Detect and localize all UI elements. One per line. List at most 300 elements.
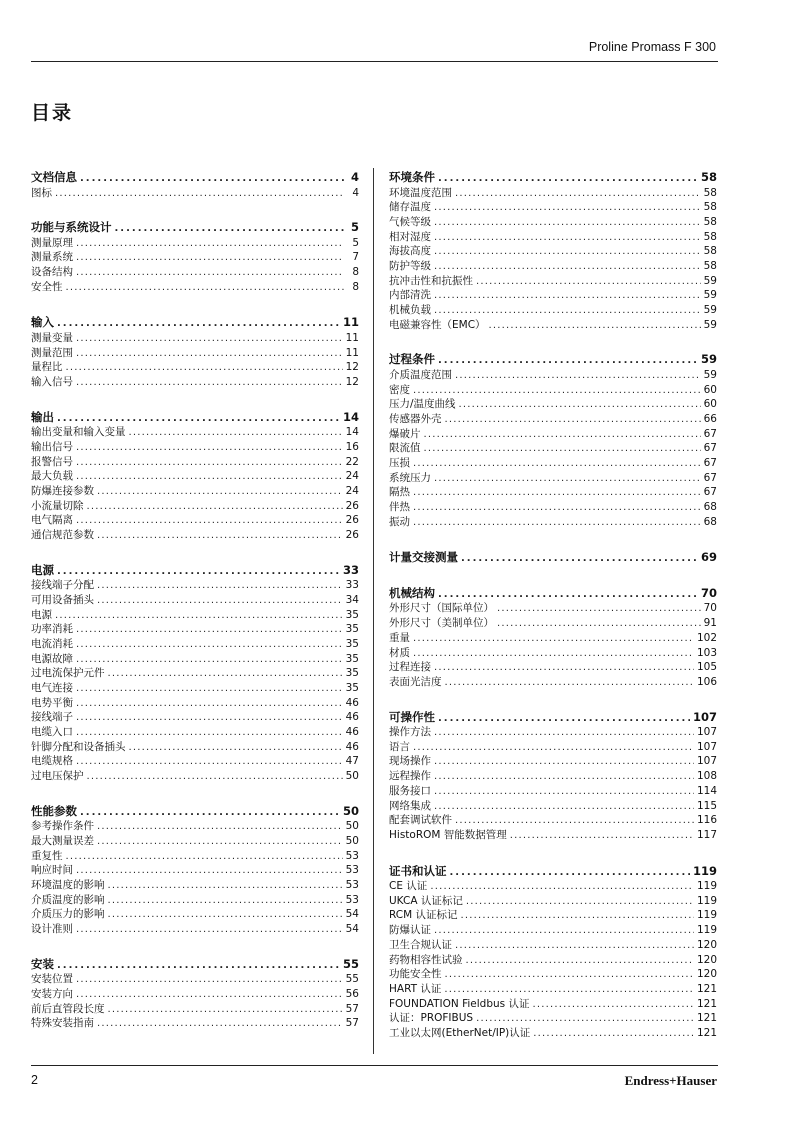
toc-entry[interactable] [389,318,717,333]
toc-entry-page: 107 [696,755,717,768]
toc-entry[interactable] [389,740,717,755]
toc-entry[interactable] [389,828,717,843]
dot-leader [76,711,343,725]
toc-entry[interactable] [31,849,359,864]
brand-name: Endress+Hauser [624,1073,717,1088]
dot-leader [97,1017,343,1031]
toc-entry[interactable] [31,265,359,280]
footer-divider [31,1065,718,1066]
toc-entry-page: 54 [345,908,359,921]
toc-entry-label: 爆破片 [389,427,421,440]
toc-entry-label: 防护等级 [389,259,431,272]
toc-entry[interactable] [389,938,717,953]
dot-leader [66,361,343,375]
dot-leader [434,245,701,259]
toc-entry-label: 测量系统 [31,251,73,264]
dot-leader [413,632,694,646]
dot-leader [438,171,698,186]
dot-leader [438,353,698,368]
toc-entry[interactable] [389,259,717,274]
dot-leader [434,726,694,740]
toc-entry-label: 外形尺寸（美制单位） [389,617,494,630]
toc-entry[interactable] [31,425,359,440]
toc-entry-page: 53 [345,879,359,892]
toc-entry[interactable] [31,819,359,834]
dot-leader [76,864,343,878]
dot-leader [532,998,694,1012]
toc-entry[interactable] [389,1011,717,1026]
dot-leader [55,187,344,201]
toc-entry-label: 电磁兼容性（EMC） [389,318,486,331]
toc-section-heading[interactable] [389,864,717,880]
toc-entry-page: 121 [696,997,717,1010]
toc-entry[interactable] [31,280,359,295]
toc-section [389,550,717,566]
dot-leader [57,564,340,579]
toc-section-heading[interactable] [31,170,359,186]
dot-leader [80,805,340,820]
toc-section-heading[interactable] [31,220,359,236]
toc-entry[interactable] [389,230,717,245]
toc-entry-label: 测量范围 [31,346,73,359]
toc-section-heading[interactable] [389,550,717,566]
toc-entry[interactable] [31,1016,359,1031]
dot-leader [413,457,701,471]
toc-entry-page: 46 [345,711,359,724]
toc-entry[interactable] [389,879,717,894]
dot-leader [434,661,694,675]
toc-entry-page: 67 [703,442,717,455]
toc-entry[interactable] [389,923,717,938]
toc-entry-label: CE 认证 [389,880,428,893]
toc-entry-page: 107 [696,726,717,739]
toc-entry-page: 57 [345,1002,359,1015]
toc-section [389,864,717,1041]
dot-leader [434,289,701,303]
toc-entry-page: 119 [696,880,717,893]
toc-entry-page: 121 [696,1012,717,1025]
toc-section-title: 输出 [31,409,54,424]
toc-section-page: 14 [342,409,359,424]
toc-entry-label: 介质温度的影响 [31,893,105,906]
toc-entry[interactable] [389,997,717,1012]
toc-section-heading[interactable] [389,710,717,726]
toc-left-column [31,170,359,1031]
toc-entry-page: 120 [696,938,717,951]
toc-entry-label: 抗冲击性和抗振性 [389,274,473,287]
toc-entry-page: 102 [696,631,717,644]
toc-entry-label: 针脚分配和设备插头 [31,740,126,753]
toc-entry-page: 26 [345,529,359,541]
toc-entry-label: 工业以太网(EtherNet/IP)认证 [389,1026,531,1039]
toc-entry-page: 117 [696,828,717,841]
toc-entry-label: 外形尺寸（国际单位） [389,602,494,615]
toc-entry-page: 58 [703,259,717,272]
toc-entry-page: 12 [345,376,359,388]
toc-entry[interactable] [31,922,359,937]
dot-leader [434,924,694,938]
toc-entry-label: 配套调试软件 [389,814,452,827]
toc-entry[interactable] [31,1002,359,1017]
toc-entry-label: 卫生合规认证 [389,938,452,951]
toc-entry-label: RCM 认证标记 [389,909,458,922]
toc-entry[interactable] [389,471,717,486]
dot-leader [66,850,343,864]
toc-entry-label: 输入信号 [31,376,73,388]
toc-entry-page: 47 [345,755,359,768]
toc-entry-label: 输出信号 [31,440,73,453]
toc-entry-label: 安全性 [31,280,63,293]
toc-entry[interactable] [389,288,717,303]
toc-entry-label: 语言 [389,740,410,753]
toc-entry[interactable] [31,863,359,878]
toc-entry[interactable] [31,907,359,922]
dot-leader [76,456,343,470]
toc-entry[interactable] [31,528,359,543]
dot-leader [87,500,343,514]
dot-leader [413,486,701,500]
dot-leader [57,411,340,426]
toc-section-title: 输入 [31,315,54,330]
toc-entry-page: 58 [703,201,717,214]
toc-entry-page: 50 [345,835,359,847]
toc-entry-label: FOUNDATION Fieldbus 认证 [389,997,530,1010]
toc-entry[interactable] [389,303,717,318]
toc-section-heading[interactable] [31,957,359,973]
toc-entry[interactable] [31,652,359,667]
toc-entry[interactable] [31,696,359,711]
toc-entry-label: 密度 [389,383,410,396]
toc-entry-page: 26 [345,499,359,512]
toc-entry[interactable] [31,637,359,652]
toc-entry-page: 59 [703,318,717,331]
toc-entry-page: 33 [345,579,359,592]
dot-leader [445,413,701,427]
dot-leader [55,609,343,623]
toc-entry[interactable] [389,427,717,442]
toc-entry-label: 防爆连接参数 [31,484,94,497]
toc-entry[interactable] [31,186,359,201]
dot-leader [434,472,701,486]
toc-entry[interactable] [389,186,717,201]
toc-entry-label: 安装方向 [31,988,73,1000]
toc-entry[interactable] [389,616,717,631]
dot-leader [76,514,343,528]
dot-leader [461,551,698,566]
dot-leader [510,829,694,843]
toc-entry[interactable] [31,469,359,484]
toc-entry[interactable] [389,215,717,230]
dot-leader [424,428,701,442]
toc-right-column [389,170,717,1041]
toc-entry-page: 105 [696,661,717,674]
toc-section-heading[interactable] [31,804,359,820]
toc-entry-page: 53 [345,893,359,906]
toc-section-title: 安装 [31,956,54,971]
dot-leader [455,187,701,201]
toc-entry[interactable] [389,953,717,968]
toc-entry[interactable] [31,681,359,696]
dot-leader [76,251,344,265]
toc-entry-label: 测量变量 [31,331,73,344]
toc-entry-label: 网络集成 [389,799,431,812]
dot-leader [434,231,701,245]
toc-entry-page: 58 [703,186,717,199]
toc-section-page: 119 [692,863,717,878]
dot-leader [466,895,694,909]
toc-entry-page: 46 [345,740,359,753]
toc-entry-label: 环境温度范围 [389,186,452,199]
toc-entry-page: 46 [345,726,359,739]
toc-section-page: 55 [342,956,359,971]
toc-section [389,170,717,332]
toc-entry-label: UKCA 认证标记 [389,894,463,907]
toc-entry-label: 传感器外壳 [389,412,442,425]
toc-entry[interactable] [389,982,717,997]
toc-entry-label: 服务接口 [389,784,431,797]
dot-leader [76,376,343,390]
toc-entry-label: 防爆认证 [389,924,431,937]
toc-entry[interactable] [31,375,359,390]
dot-leader [438,587,698,602]
toc-section [389,586,717,690]
toc-section-heading[interactable] [389,352,717,368]
toc-entry[interactable] [31,236,359,251]
toc-entry-page: 68 [703,515,717,528]
toc-entry-page: 67 [703,486,717,499]
dot-leader [434,800,694,814]
toc-entry-label: 量程比 [31,361,63,374]
toc-entry[interactable] [31,593,359,608]
toc-entry[interactable] [31,725,359,740]
toc-entry-page: 55 [345,973,359,986]
toc-entry[interactable] [31,608,359,623]
toc-entry-page: 59 [703,368,717,381]
dot-leader [108,879,343,893]
toc-entry-label: 振动 [389,515,410,528]
toc-entry[interactable] [389,769,717,784]
toc-entry[interactable] [389,244,717,259]
dot-leader [413,647,694,661]
toc-entry[interactable] [389,456,717,471]
toc-entry-page: 12 [345,361,359,374]
toc-entry[interactable] [31,440,359,455]
toc-entry-label: 药物相容性试验 [389,953,463,966]
toc-entry[interactable] [389,908,717,923]
dot-leader [413,501,701,515]
toc-entry-page: 121 [696,1026,717,1039]
dot-leader [108,667,343,681]
dot-leader [438,711,690,726]
toc-entry[interactable] [389,754,717,769]
toc-entry[interactable] [389,515,717,530]
toc-entry-page: 53 [345,864,359,877]
toc-entry-page: 59 [703,304,717,316]
toc-entry-label: 重复性 [31,849,63,862]
toc-entry[interactable] [31,455,359,470]
toc-entry-page: 5 [352,236,359,249]
dot-leader [497,602,701,616]
toc-section-heading[interactable] [31,563,359,579]
toc-section-title: 性能参数 [31,803,77,818]
toc-entry-label: 接线端子分配 [31,579,94,592]
toc-entry-label: 重量 [389,631,410,644]
toc-entry[interactable] [389,894,717,909]
toc-entry-page: 11 [345,346,359,359]
toc-entry-label: 特殊安装指南 [31,1017,94,1030]
toc-section-heading[interactable] [389,170,717,186]
toc-entry-label: 压损 [389,457,410,469]
toc-entry[interactable] [31,769,359,784]
toc-entry-page: 14 [345,426,359,439]
toc-entry[interactable] [389,813,717,828]
toc-section [31,804,359,937]
toc-section-title: 计量交接测量 [389,550,458,565]
toc-entry[interactable] [31,740,359,755]
toc-entry-page: 50 [345,820,359,833]
toc-entry[interactable] [31,666,359,681]
dot-leader [108,1003,343,1017]
dot-leader [76,441,343,455]
toc-entry-page: 108 [696,770,717,783]
dot-leader [76,755,343,769]
toc-entry[interactable] [389,660,717,675]
toc-entry-label: 前后直管段长度 [31,1002,105,1015]
dot-leader [76,923,343,937]
toc-entry[interactable] [389,412,717,427]
dot-leader [108,908,343,922]
toc-entry-label: 最大负载 [31,470,73,483]
toc-section [31,410,359,543]
dot-leader [434,755,694,769]
dot-leader [57,316,340,331]
dot-leader [87,770,343,784]
toc-entry-label: 小流量切除 [31,499,84,512]
toc-entry[interactable] [31,710,359,725]
toc-section-heading[interactable] [31,410,359,426]
toc-entry-label: 表面光洁度 [389,675,442,688]
toc-entry[interactable] [389,383,717,398]
toc-entry[interactable] [389,397,717,412]
toc-entry[interactable] [389,500,717,515]
toc-entry-label: 环境温度的影响 [31,879,105,892]
toc-entry[interactable] [31,972,359,987]
toc-entry-label: 介质压力的影响 [31,908,105,921]
toc-section-heading[interactable] [31,315,359,331]
dot-leader [76,237,344,251]
toc-entry-page: 16 [345,440,359,453]
toc-section-page: 5 [350,220,359,235]
toc-entry-label: 远程操作 [389,770,431,783]
dot-leader [76,638,343,652]
toc-entry[interactable] [31,513,359,528]
dot-leader [489,319,701,333]
toc-entry[interactable] [389,725,717,740]
toc-entry[interactable] [389,1026,717,1041]
toc-entry[interactable] [389,200,717,215]
toc-entry-page: 60 [703,398,717,411]
toc-entry[interactable] [31,360,359,375]
dot-leader [497,617,701,631]
toc-entry[interactable] [31,754,359,769]
toc-entry-page: 35 [345,652,359,665]
toc-entry-page: 58 [703,215,717,228]
column-divider [373,168,374,1054]
dot-leader [76,470,343,484]
toc-entry-label: 功能安全性 [389,968,442,981]
toc-entry-label: 操作方法 [389,726,431,739]
dot-leader [97,579,343,593]
toc-entry-page: 107 [696,740,717,753]
dot-leader [97,594,343,608]
dot-leader [97,835,343,849]
toc-entry[interactable] [389,485,717,500]
dot-leader [413,741,694,755]
dot-leader [76,682,343,696]
toc-entry-label: 系统压力 [389,471,431,484]
toc-entry[interactable] [31,484,359,499]
toc-entry[interactable] [389,441,717,456]
toc-entry[interactable] [31,893,359,908]
toc-entry[interactable] [389,967,717,982]
toc-section [31,170,359,200]
toc-entry[interactable] [389,646,717,661]
dot-leader [430,880,694,894]
dot-leader [66,281,345,295]
toc-entry-page: 91 [703,617,717,630]
dot-leader [115,221,345,236]
toc-entry-label: 隔热 [389,486,410,499]
toc-entry[interactable] [31,578,359,593]
toc-entry-page: 58 [703,245,717,258]
toc-entry[interactable] [31,878,359,893]
toc-entry-label: 图标 [31,186,52,199]
dot-leader [97,485,343,499]
toc-entry[interactable] [31,834,359,849]
dot-leader [434,304,701,318]
toc-section-heading[interactable] [389,586,717,602]
toc-entry[interactable] [31,499,359,514]
toc-section-title: 功能与系统设计 [31,220,112,235]
dot-leader [97,820,343,834]
toc-entry[interactable] [31,622,359,637]
toc-entry-label: 材质 [389,646,410,659]
toc-entry-page: 24 [345,484,359,497]
toc-entry[interactable] [389,784,717,799]
toc-entry[interactable] [389,631,717,646]
toc-section [31,220,359,294]
toc-entry[interactable] [31,331,359,346]
toc-entry-label: 设备结构 [31,266,73,279]
toc-section [389,352,717,529]
toc-entry[interactable] [389,274,717,289]
toc-entry-page: 8 [352,280,359,293]
toc-entry[interactable] [31,987,359,1002]
toc-entry[interactable] [31,346,359,361]
toc-entry[interactable] [389,368,717,383]
toc-entry[interactable] [31,250,359,265]
toc-entry-page: 120 [696,953,717,966]
toc-entry[interactable] [389,799,717,814]
toc-entry-label: 可用设备插头 [31,593,94,606]
dot-leader [461,909,694,923]
toc-entry-label: 内部清洗 [389,289,431,302]
toc-entry-label: 通信规范参数 [31,529,94,541]
toc-entry[interactable] [389,601,717,616]
toc-entry[interactable] [389,675,717,690]
toc-entry-label: 电源 [31,608,52,621]
toc-entry-label: 伴热 [389,501,410,514]
